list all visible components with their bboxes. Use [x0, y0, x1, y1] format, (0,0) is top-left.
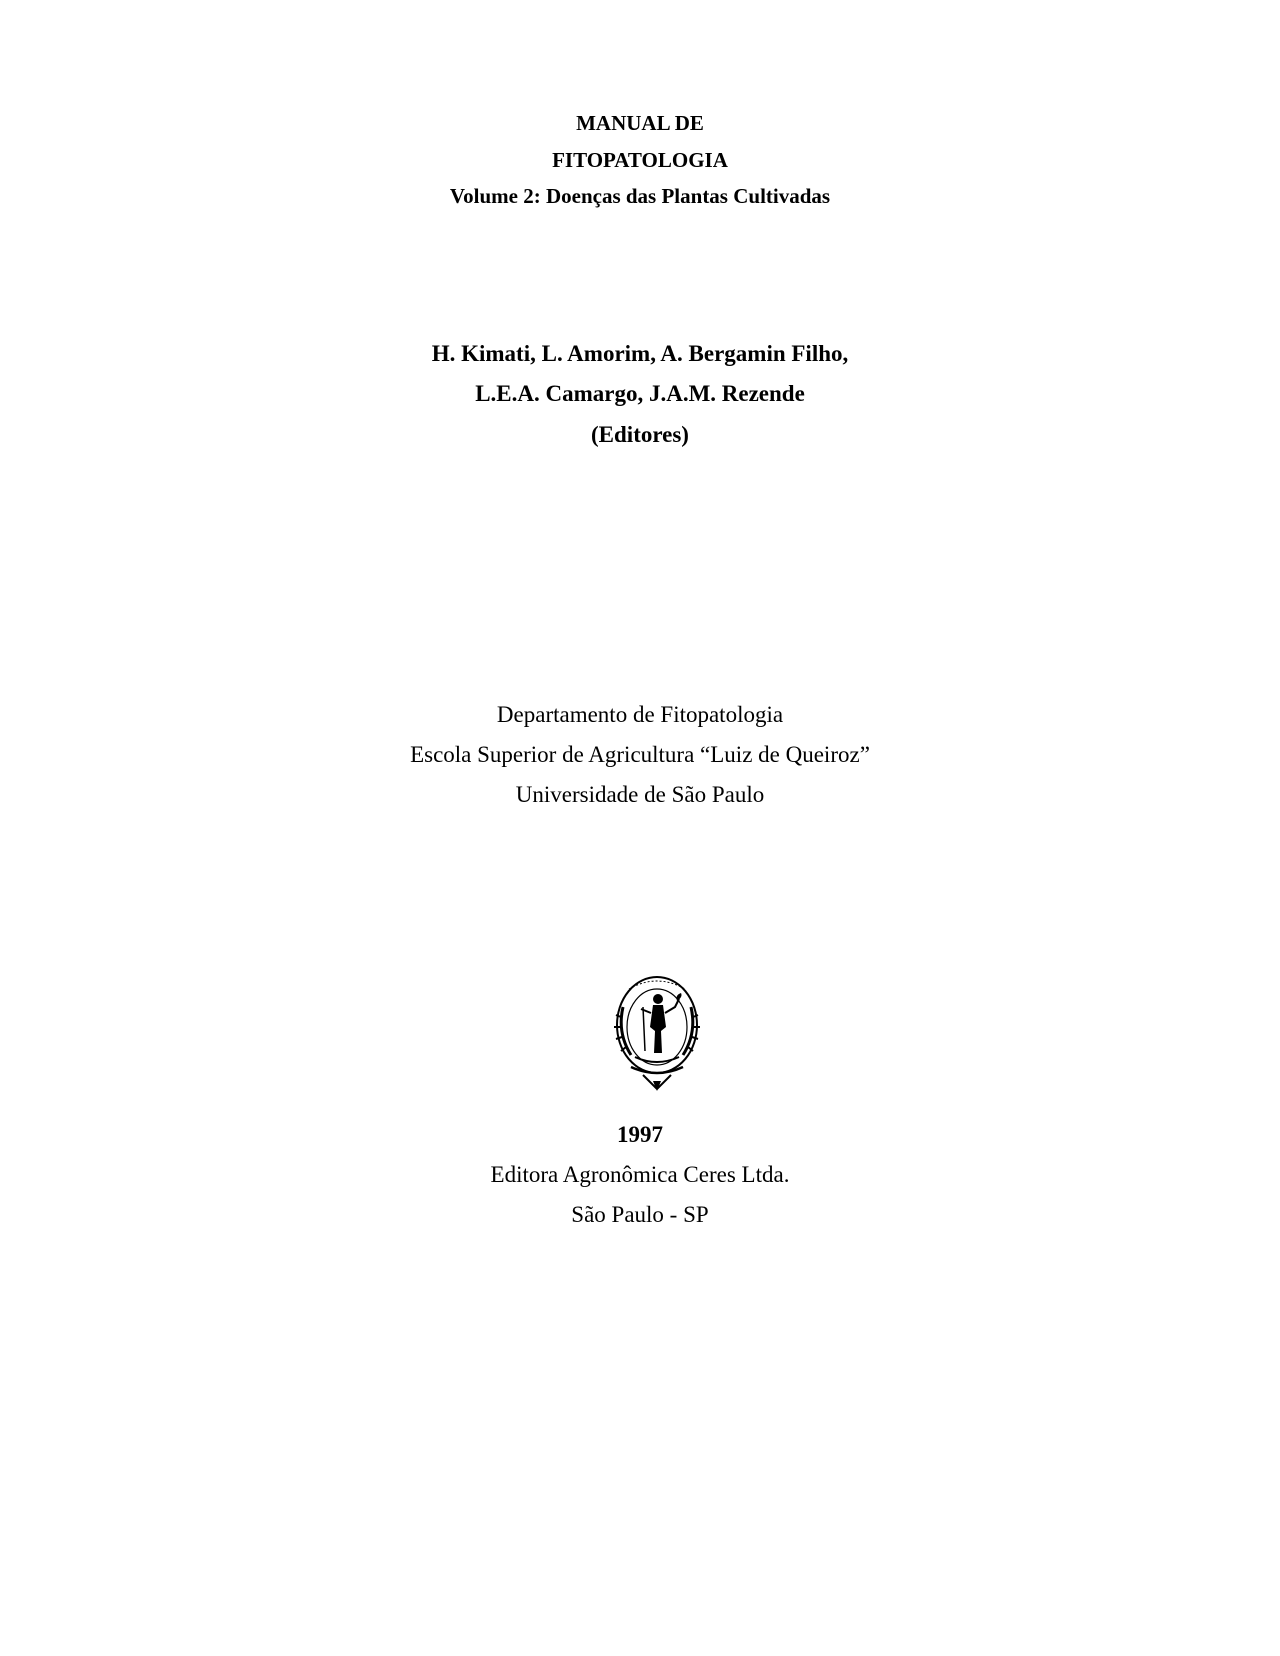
- editors-label: (Editores): [591, 422, 689, 447]
- editors-line-1: H. Kimati, L. Amorim, A. Bergamin Filho,: [431, 341, 849, 366]
- school-name: Escola Superior de Agricultura “Luiz de Queiroz”: [410, 742, 870, 767]
- publisher-location: São Paulo - SP: [571, 1202, 709, 1227]
- department-name: Departamento de Fitopatologia: [496, 702, 784, 727]
- publisher-name: Editora Agronômica Ceres Ltda.: [490, 1162, 790, 1187]
- publication-year: 1997: [617, 1122, 663, 1147]
- editors-line-2: L.E.A. Camargo, J.A.M. Rezende: [475, 381, 805, 406]
- university-name: Universidade de São Paulo: [515, 782, 765, 807]
- book-title-line-1: MANUAL DE: [576, 111, 704, 135]
- book-subtitle: Volume 2: Doenças das Plantas Cultivadas: [449, 184, 831, 208]
- book-title-line-2: FITOPATOLOGIA: [552, 148, 728, 172]
- publisher-seal-icon: [609, 967, 705, 1095]
